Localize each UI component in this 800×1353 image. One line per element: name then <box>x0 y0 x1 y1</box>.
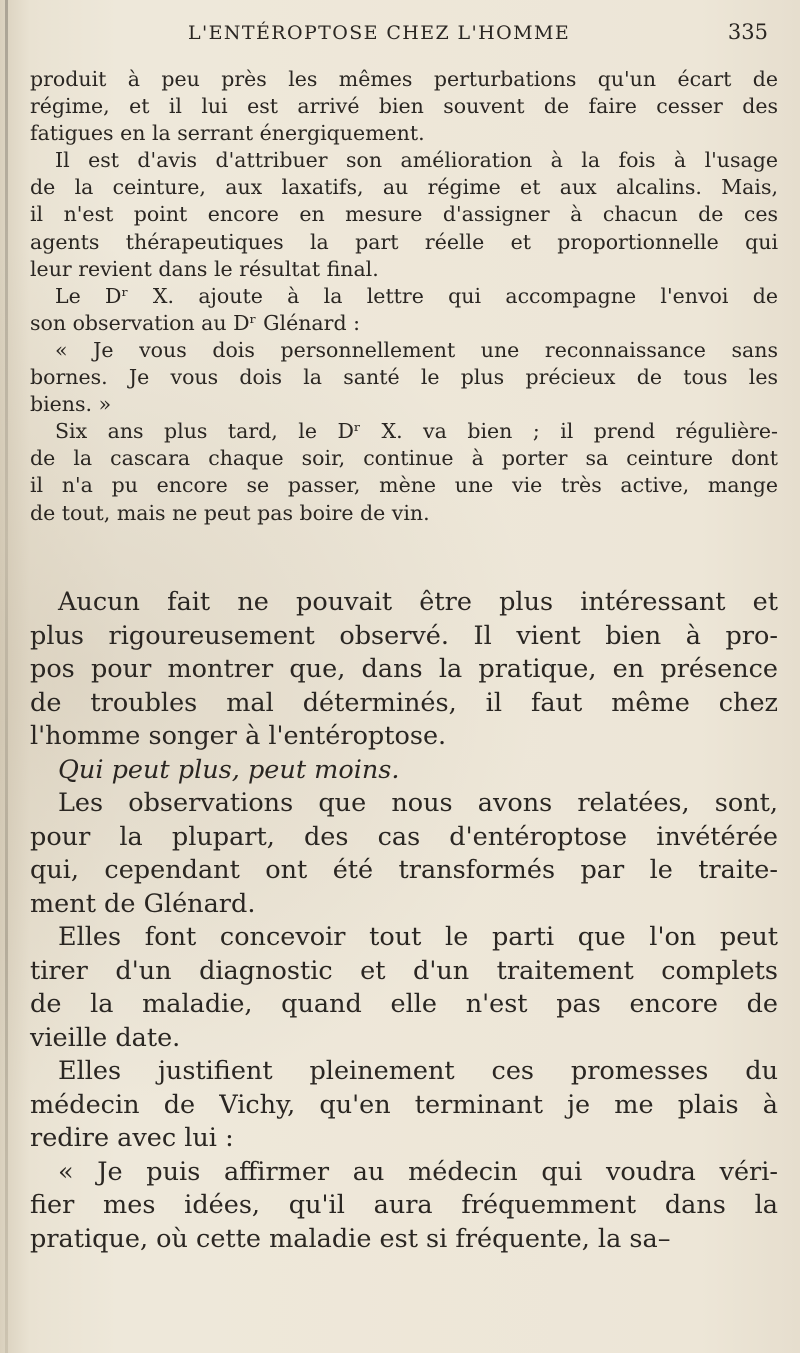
text-line: produit à peu près les mêmes perturbations qu'un écart de <box>30 67 778 91</box>
running-head: L'ENTÉROPTOSE CHEZ L'HOMME <box>188 22 571 44</box>
text-line: plus rigoureusement observé. Il vient bien à pro- <box>30 620 778 651</box>
text-line: il n'est point encore en mesure d'assigner à chacun de ces <box>30 202 778 227</box>
text-line: pos pour montrer que, dans la pratique, en présence <box>30 654 778 684</box>
text-line: Qui peut plus, peut moins. <box>58 754 400 785</box>
text-line: il n'a pu encore se passer, mène une vie très active, mange <box>30 473 778 498</box>
text-line: de la ceinture, aux laxatifs, au régime et aux alcalins. Mais, <box>30 175 778 200</box>
page-header <box>30 20 782 56</box>
text-line: médecin de Vichy, qu'en terminant je me plais à <box>30 1089 778 1120</box>
text-line: Elles justifient pleinement ces promesses du <box>58 1056 778 1086</box>
text-line: qui, cependant ont été transformés par le traite- <box>30 855 778 885</box>
page-number: 335 <box>727 20 768 44</box>
text-line: de tout, mais ne peut pas boire de vin. <box>30 500 430 525</box>
text-line: leur revient dans le résultat final. <box>30 256 379 281</box>
text-line: de la cascara chaque soir, continue à porter sa ceinture dont <box>30 446 778 471</box>
text-line: bornes. Je vous dois la santé le plus précieux de tous les <box>30 365 778 390</box>
text-line: Il est d'avis d'attribuer son amélioration à la fois à l'usage <box>55 148 778 173</box>
body-text-large <box>30 586 778 1256</box>
text-line: Six ans plus tard, le Dʳ X. va bien ; il prend régulière- <box>55 419 778 444</box>
text-line: pratique, où cette maladie est si fréquente, la sa– <box>30 1223 671 1254</box>
page-gutter-edge <box>5 0 8 1353</box>
text-line: fier mes idées, qu'il aura fréquemment dans la <box>30 1190 778 1220</box>
text-line: pour la plupart, des cas d'entéroptose invétérée <box>30 821 778 852</box>
text-line: Le Dʳ X. ajoute à la lettre qui accompagne l'envoi de <box>55 283 778 308</box>
text-line: de la maladie, quand elle n'est pas encore de <box>30 989 778 1019</box>
text-line: l'homme songer à l'entéroptose. <box>30 721 447 751</box>
text-line: vieille date. <box>30 1022 181 1053</box>
text-line: Aucun fait ne pouvait être plus intéressant et <box>58 587 778 617</box>
text-line: ment de Glénard. <box>30 888 256 919</box>
text-line: agents thérapeutiques la part réelle et proportionnelle qui <box>30 229 778 254</box>
text-line: biens. » <box>30 392 112 417</box>
text-line: son observation au Dʳ Glénard : <box>30 310 361 335</box>
text-line: régime, et il lui est arrivé bien souvent de faire cesser des <box>30 94 778 119</box>
body-text-small <box>30 66 778 527</box>
text-line: de troubles mal déterminés, il faut même chez <box>30 687 778 718</box>
text-line: Les observations que nous avons relatées, sont, <box>58 788 778 818</box>
text-line: « Je vous dois personnellement une reconnaissance sans <box>55 337 778 362</box>
text-line: Elles font concevoir tout le parti que l'on peut <box>58 922 778 952</box>
text-line: tirer d'un diagnostic et d'un traitement complets <box>30 955 778 986</box>
text-line: redire avec lui : <box>30 1123 234 1153</box>
text-line: fatigues en la serrant énergiquement. <box>30 121 425 146</box>
text-line: « Je puis affirmer au médecin qui voudra véri- <box>58 1156 778 1187</box>
